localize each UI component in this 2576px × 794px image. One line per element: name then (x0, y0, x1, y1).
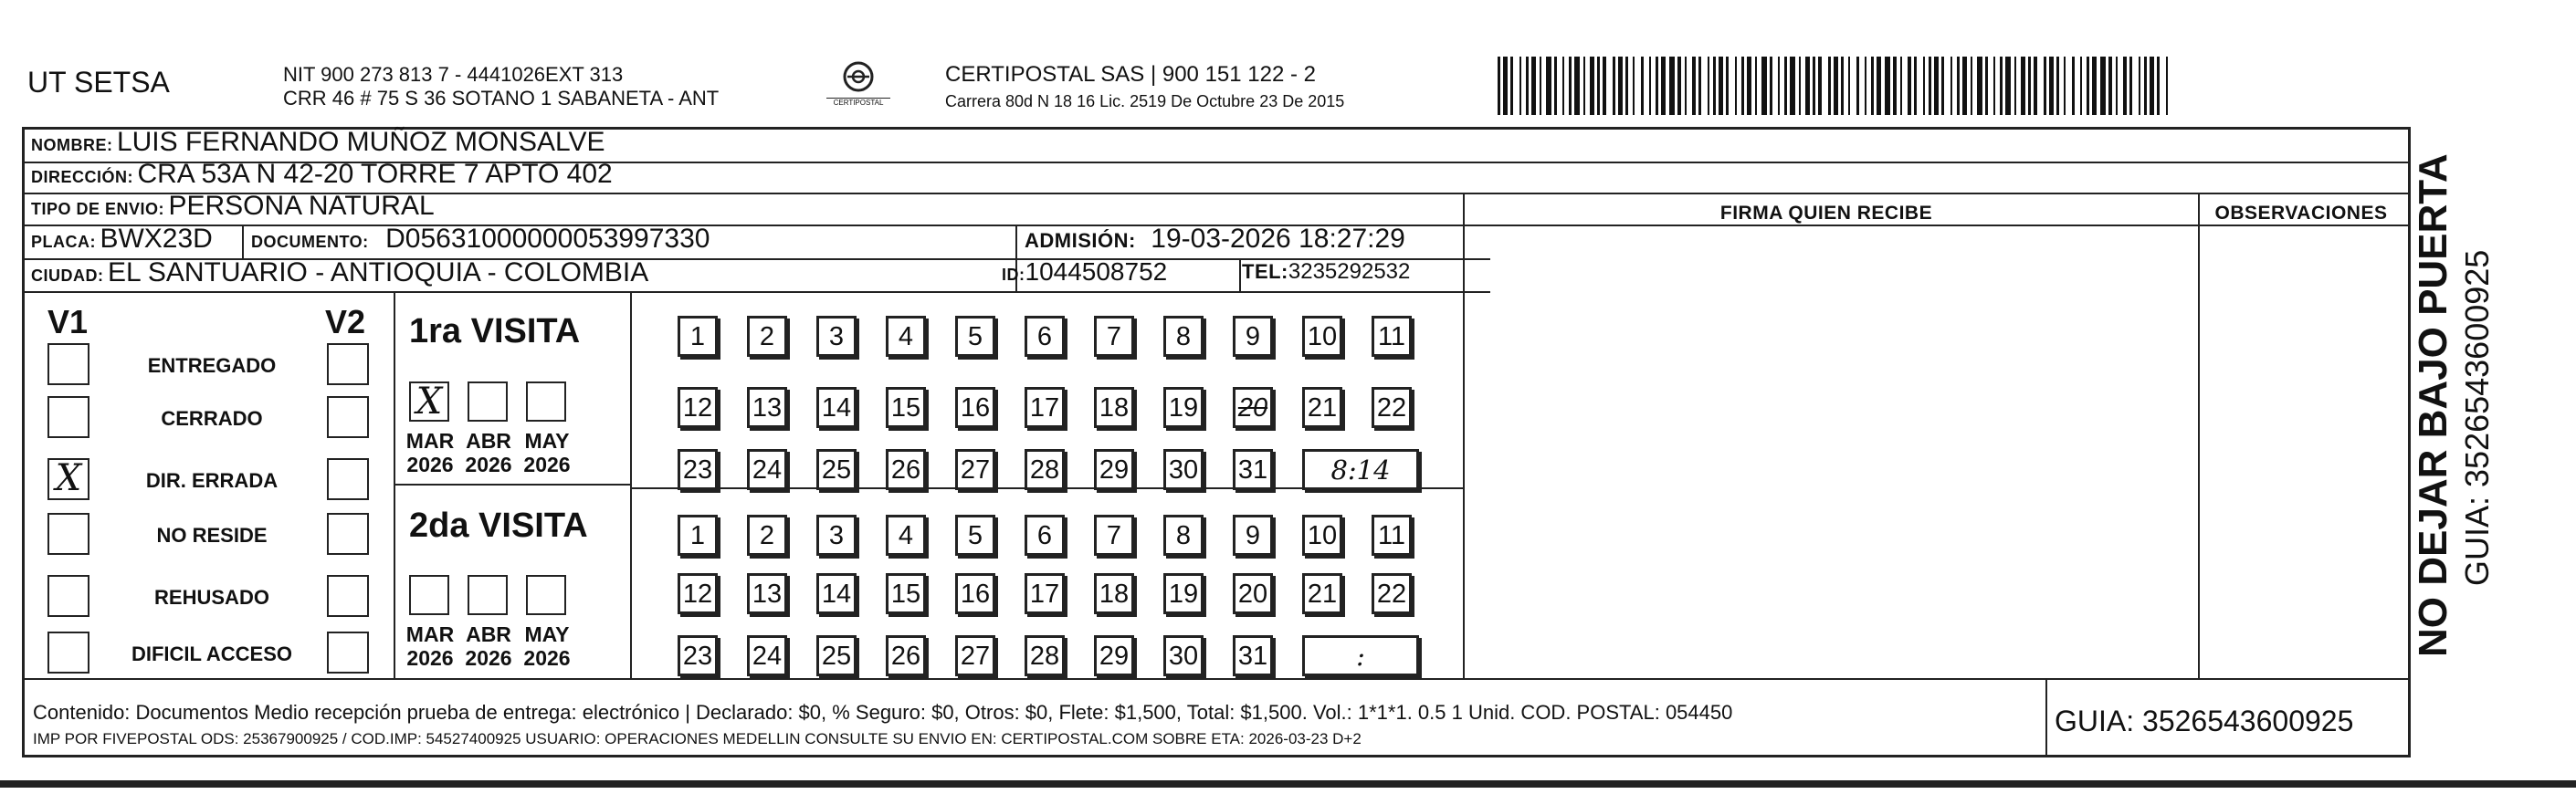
month-label: ABR 2026 (465, 622, 512, 670)
month-label: MAR 2026 (405, 429, 455, 476)
v2-header: V2 (325, 303, 366, 340)
status-option-label: REHUSADO (154, 586, 269, 609)
day-cell[interactable]: 15 (886, 573, 926, 614)
month-checkbox[interactable] (468, 381, 508, 422)
nit-line-2: CRR 46 # 75 S 36 SOTANO 1 SABANETA - ANT (283, 87, 720, 110)
v2-checkbox[interactable] (327, 575, 369, 617)
month-checkbox[interactable] (526, 381, 566, 422)
day-cell[interactable]: 8 (1163, 515, 1204, 556)
day-cell[interactable]: 2 (747, 316, 787, 357)
day-cell[interactable]: 9 (1233, 515, 1273, 556)
certipostal-line-1: CERTIPOSTAL SAS | 900 151 122 - 2 (945, 62, 1316, 87)
day-cell[interactable]: 4 (886, 515, 926, 556)
day-cell[interactable]: 28 (1025, 635, 1065, 676)
v1-header: V1 (47, 303, 89, 340)
day-cell[interactable]: 28 (1025, 449, 1065, 490)
admision-row (1025, 224, 1405, 255)
certipostal-logo (826, 60, 890, 111)
v2-checkbox[interactable] (327, 343, 369, 385)
day-cell[interactable]: 22 (1372, 573, 1412, 614)
footer-contenido: Contenido: Documentos Medio recepción prueba de entrega: electrónico | Declarado: $0, % Seguro: $0, Otros: $0, Flete: $1,500, Total: $1,500. Vol.: 1*1*1. 0.5 1 Unid. COD. POSTAL: 054450 (33, 701, 1733, 724)
day-cell[interactable]: 25 (816, 635, 857, 676)
nombre-row (31, 127, 605, 158)
side-warning: NO DEJAR BAJO PUERTA (2411, 153, 2455, 657)
day-cell[interactable]: 11 (1372, 515, 1412, 556)
day-cell[interactable]: 23 (678, 449, 718, 490)
day-cell[interactable]: 27 (955, 635, 995, 676)
day-cell[interactable]: 19 (1163, 387, 1204, 428)
second-visit-title: 2da VISITA (409, 507, 588, 545)
v1-checkbox[interactable] (47, 575, 89, 617)
observaciones-label: OBSERVACIONES (2214, 203, 2388, 224)
documento-label: DOCUMENTO: (251, 233, 369, 251)
day-cell[interactable]: 23 (678, 635, 718, 676)
barcode (1498, 57, 2178, 115)
v2-checkbox[interactable] (327, 396, 369, 438)
day-cell[interactable]: 9 (1233, 316, 1273, 357)
tipo-label: TIPO DE ENVIO: (31, 200, 165, 218)
logo-text: CERTIPOSTAL (826, 98, 890, 108)
first-visit-title: 1ra VISITA (409, 312, 581, 350)
side-guia: GUIA: 3526543600925 (2458, 249, 2496, 586)
admision-label: ADMISIÓN: (1025, 229, 1136, 252)
ciudad-row (31, 257, 648, 288)
day-cell[interactable]: 6 (1025, 316, 1065, 357)
day-cell[interactable]: 3 (816, 515, 857, 556)
day-cell[interactable]: 18 (1094, 387, 1134, 428)
v1-checkbox[interactable] (47, 343, 89, 385)
day-cell[interactable]: 17 (1025, 387, 1065, 428)
day-cell[interactable]: 16 (955, 573, 995, 614)
v2-checkbox[interactable] (327, 632, 369, 674)
status-option-label: NO RESIDE (156, 524, 268, 547)
id-label: ID: (1002, 266, 1025, 284)
day-cell[interactable]: 31 (1233, 449, 1273, 490)
logo-icon (840, 60, 877, 93)
day-cell[interactable]: 5 (955, 316, 995, 357)
day-cell[interactable]: 21 (1302, 573, 1342, 614)
day-cell[interactable]: 14 (816, 387, 857, 428)
day-cell[interactable]: 22 (1372, 387, 1412, 428)
day-cell[interactable]: 8 (1163, 316, 1204, 357)
day-cell[interactable]: 1 (678, 316, 718, 357)
direccion-label: DIRECCIÓN: (31, 168, 133, 186)
month-checkbox[interactable] (526, 575, 566, 615)
day-cell[interactable]: 12 (678, 573, 718, 614)
day-cell[interactable]: 17 (1025, 573, 1065, 614)
day-cell[interactable]: 3 (816, 316, 857, 357)
placa-value: BWX23D (100, 224, 213, 254)
day-cell[interactable]: 10 (1302, 316, 1342, 357)
direccion-value: CRA 53A N 42-20 TORRE 7 APTO 402 (137, 159, 613, 189)
day-cell[interactable]: 24 (747, 449, 787, 490)
month-checkbox[interactable]: X (409, 381, 449, 422)
day-cell[interactable]: 6 (1025, 515, 1065, 556)
day-cell[interactable]: 16 (955, 387, 995, 428)
day-cell[interactable]: 24 (747, 635, 787, 676)
day-cell[interactable]: 30 (1163, 635, 1204, 676)
day-cell[interactable]: 25 (816, 449, 857, 490)
day-cell[interactable]: 29 (1094, 449, 1134, 490)
day-cell[interactable]: 13 (747, 387, 787, 428)
day-cell[interactable]: 30 (1163, 449, 1204, 490)
documento-row (251, 224, 710, 255)
direccion-row (31, 159, 613, 190)
day-cell[interactable]: 18 (1094, 573, 1134, 614)
placa-row (31, 224, 213, 255)
month-checkbox[interactable] (409, 575, 449, 615)
ciudad-label: CIUDAD: (31, 266, 104, 285)
documento-value: D05631000000053997330 (385, 224, 710, 254)
day-cell[interactable]: 15 (886, 387, 926, 428)
day-cell[interactable]: 19 (1163, 573, 1204, 614)
day-cell[interactable]: 20 (1233, 387, 1273, 428)
tel-row (1242, 259, 1410, 285)
month-label: MAY 2026 (523, 622, 571, 670)
day-cell[interactable]: 31 (1233, 635, 1273, 676)
v1-checkbox[interactable] (47, 513, 89, 555)
v1-checkbox[interactable]: X (47, 458, 89, 500)
day-cell[interactable]: 7 (1094, 316, 1134, 357)
day-cell[interactable]: 26 (886, 449, 926, 490)
month-label: ABR 2026 (465, 429, 512, 476)
certipostal-line-2: Carrera 80d N 18 16 Lic. 2519 De Octubre 23 De 2015 (945, 92, 1345, 110)
footer-guia: GUIA: 3526543600925 (2055, 705, 2354, 737)
status-option-label: ENTREGADO (147, 354, 277, 377)
tipo-row (31, 191, 435, 222)
nombre-label: NOMBRE: (31, 136, 113, 154)
company-name: UT SETSA (27, 66, 170, 99)
id-value: 1044508752 (1025, 257, 1168, 286)
day-cell[interactable]: 14 (816, 573, 857, 614)
visit-time-field[interactable]: : (1302, 635, 1419, 676)
v1-checkbox[interactable] (47, 396, 89, 438)
visit-time-field[interactable]: 8:14 (1302, 449, 1419, 490)
month-label: MAY 2026 (523, 429, 571, 476)
footer-imp: IMP POR FIVEPOSTAL ODS: 25367900925 / COD.IMP: 54527400925 USUARIO: OPERACIONES MEDELLIN CONSULTE SU ENVIO EN: CERTIPOSTAL.COM SOBRE ETA: 2026-03-23 D+2 (33, 730, 1362, 747)
day-cell[interactable]: 11 (1372, 316, 1412, 357)
month-checkbox[interactable] (468, 575, 508, 615)
tel-value: 3235292532 (1288, 259, 1411, 284)
day-cell[interactable]: 7 (1094, 515, 1134, 556)
day-cell[interactable]: 10 (1302, 515, 1342, 556)
status-option-label: DIR. ERRADA (145, 469, 279, 492)
bottom-rule (0, 780, 2576, 788)
v1-checkbox[interactable] (47, 632, 89, 674)
tel-label: TEL: (1242, 260, 1288, 283)
day-cell[interactable]: 4 (886, 316, 926, 357)
day-cell[interactable]: 5 (955, 515, 995, 556)
day-cell[interactable]: 2 (747, 515, 787, 556)
day-cell[interactable]: 26 (886, 635, 926, 676)
day-cell[interactable]: 21 (1302, 387, 1342, 428)
tipo-value: PERSONA NATURAL (168, 191, 435, 221)
placa-label: PLACA: (31, 233, 96, 251)
status-option-label: DIFICIL ACCESO (131, 643, 292, 665)
id-row (1002, 257, 1167, 287)
v2-checkbox[interactable] (327, 458, 369, 500)
day-cell[interactable]: 20 (1233, 573, 1273, 614)
day-cell[interactable]: 12 (678, 387, 718, 428)
v2-checkbox[interactable] (327, 513, 369, 555)
firma-label: FIRMA QUIEN RECIBE (1719, 203, 1933, 224)
nombre-value: LUIS FERNANDO MUÑOZ MONSALVE (116, 127, 605, 157)
day-cell[interactable]: 1 (678, 515, 718, 556)
day-cell[interactable]: 27 (955, 449, 995, 490)
day-cell[interactable]: 13 (747, 573, 787, 614)
status-option-label: CERRADO (161, 407, 263, 430)
ciudad-value: EL SANTUARIO - ANTIOQUIA - COLOMBIA (107, 257, 649, 287)
month-label: MAR 2026 (405, 622, 455, 670)
day-cell[interactable]: 29 (1094, 635, 1134, 676)
admision-value: 19-03-2026 18:27:29 (1151, 224, 1405, 254)
nit-line-1: NIT 900 273 813 7 - 4441026EXT 313 (283, 63, 624, 86)
